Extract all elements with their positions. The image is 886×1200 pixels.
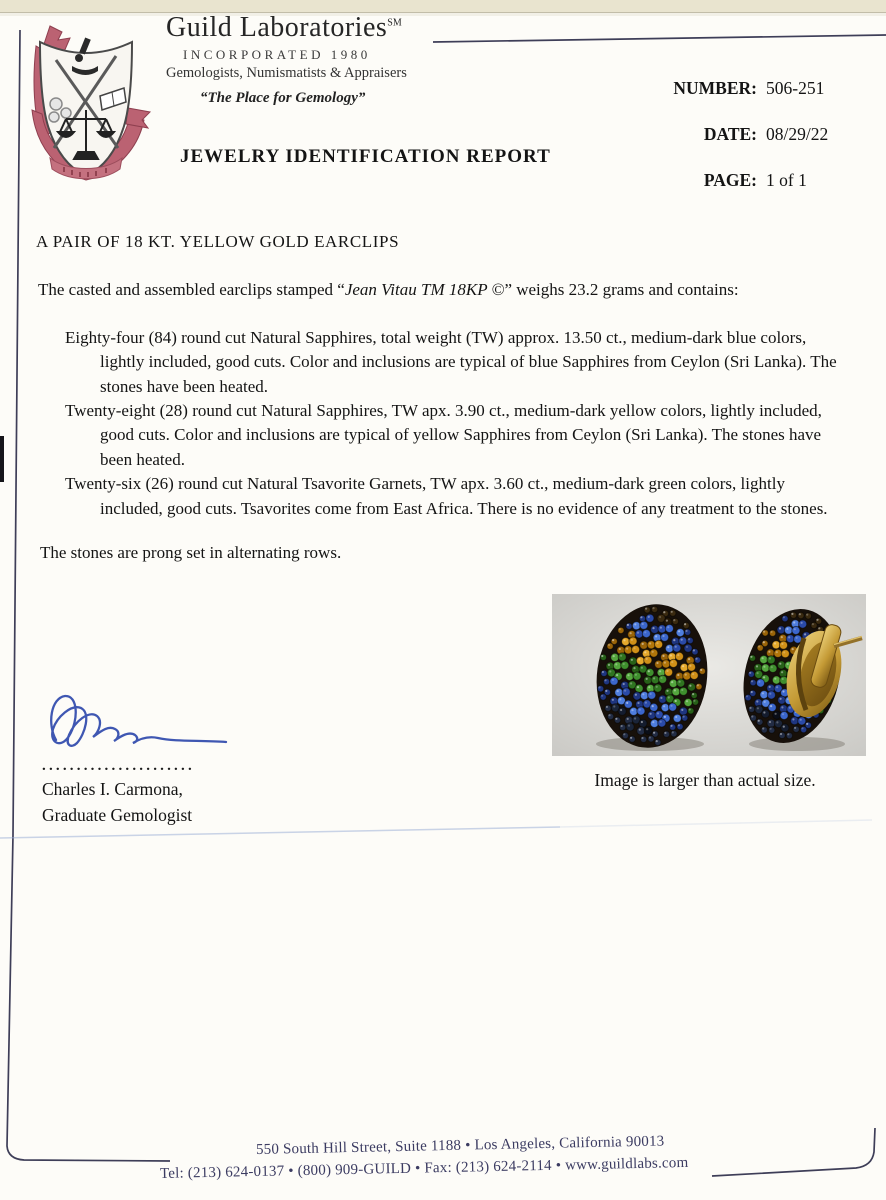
signature-block — [42, 688, 302, 827]
date-label: DATE: — [703, 124, 757, 144]
date-value: 08/29/22 — [766, 124, 829, 144]
maker-stamp: Jean Vitau TM 18KP © — [344, 280, 505, 300]
earclips-image — [552, 594, 866, 756]
guild-crest-logo — [16, 22, 156, 190]
meta-row-number — [600, 78, 860, 99]
gemologist-name: Charles I. Carmona, — [42, 779, 183, 799]
stone-description-tsavorite-garnets: Twenty-six (26) round cut Natural Tsavorite Garnets, TW apx. 3.60 ct., medium-dark green colors, lightly included, good cuts. Tsavorites come from East Africa. There is no evidence of any treatment to the stones. — [65, 474, 828, 518]
report-body — [36, 230, 848, 565]
handwritten-signature — [42, 688, 242, 756]
service-mark: SM — [387, 17, 402, 29]
setting-note: The stones are prong set in alternating rows. — [40, 543, 342, 563]
company-tagline: “The Place for Gemology” — [200, 90, 366, 106]
photo-caption: Image is larger than actual size. — [594, 770, 816, 790]
page-label: PAGE: — [703, 170, 757, 190]
footer-contact: Tel: (213) 624-0137 • (800) 909-GUILD • Fax: (213) 624-2114 • www.guildlabs.com — [159, 1154, 689, 1182]
meta-row-date — [600, 124, 860, 145]
number-value: 506-251 — [766, 78, 825, 98]
meta-row-page — [600, 170, 860, 191]
footer-address: 550 South Hill Street, Suite 1188 • Los Angeles, California 90013 — [255, 1133, 665, 1158]
earclips-photo — [552, 594, 866, 756]
company-name: Guild Laboratories℠ — [166, 12, 402, 43]
incorporated-line: INCORPORATED 1980 — [183, 47, 371, 62]
fold-crease-line — [0, 827, 560, 838]
item-title: A PAIR OF 18 KT. YELLOW GOLD EARCLIPS — [36, 232, 400, 251]
report-meta-block — [600, 78, 860, 216]
number-label: NUMBER: — [673, 78, 757, 98]
page-value: 1 of 1 — [766, 170, 807, 190]
stone-description-yellow-sapphires: Twenty-eight (28) round cut Natural Sapphires, TW apx. 3.90 ct., medium-dark yellow colors, lightly included, good cuts. Color and inclusions are typical of yellow Sapphires from Ceylon (Sri Lanka). The stones have been heated. — [65, 401, 822, 469]
intro-paragraph: The casted and assembled earclips stamped “Jean Vitau TM 18KP ©” weighs 23.2 grams and contains: — [38, 280, 739, 300]
signature-dotted-line: ...................... — [42, 758, 195, 774]
stone-description-blue-sapphires: Eighty-four (84) round cut Natural Sapphires, total weight (TW) approx. 13.50 ct., medium-dark blue colors, lightly included, good cuts. Color and inclusions are typical of blue Sapphires from Ceylon (Sri Lanka). The stones have been heated. — [65, 327, 837, 396]
gemologist-title: Graduate Gemologist — [42, 805, 193, 825]
report-title: JEWELRY IDENTIFICATION REPORT — [180, 146, 551, 167]
company-subtitle: Gemologists, Numismatists & Appraisers — [166, 65, 407, 81]
scan-artifact — [0, 436, 4, 482]
